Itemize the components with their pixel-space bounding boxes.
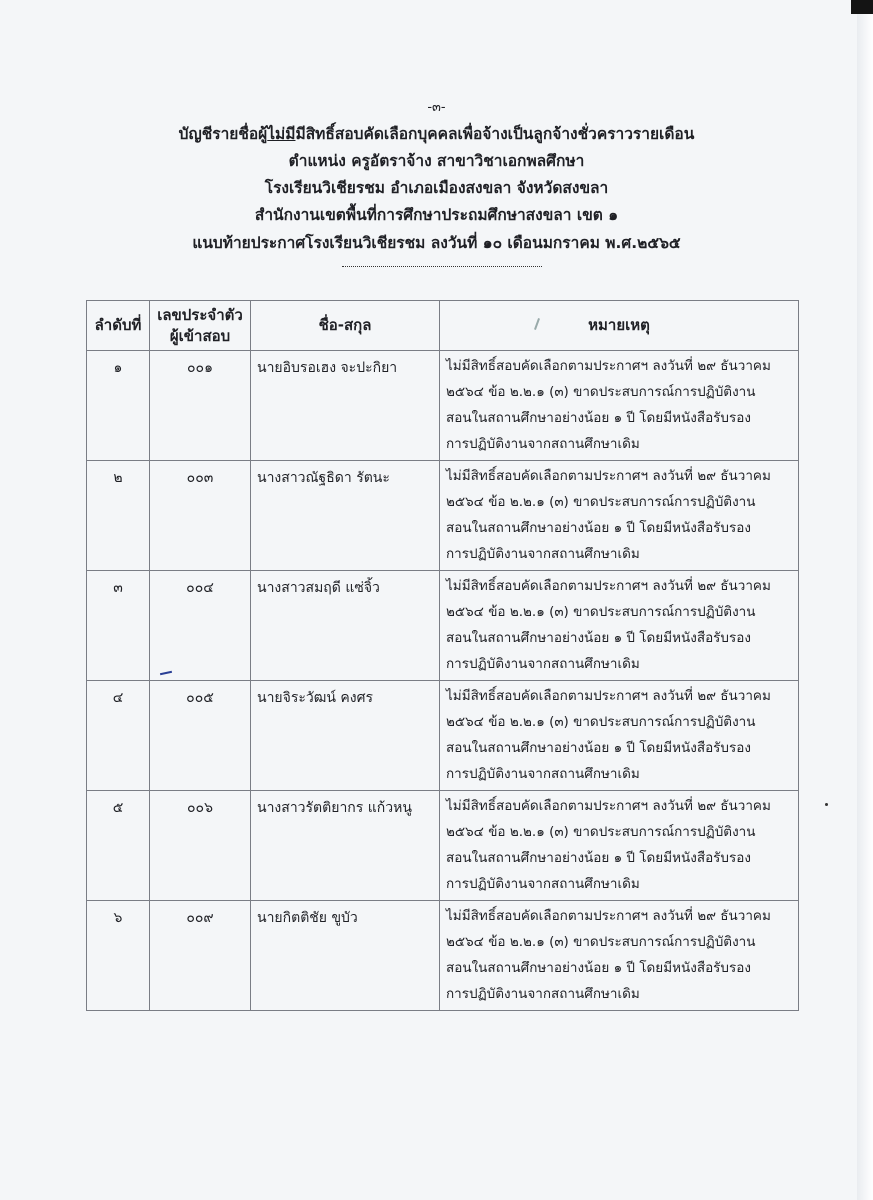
header-id-line1: เลขประจำตัว: [157, 305, 243, 324]
remark-line: สอนในสถานศึกษาอย่างน้อย ๑ ปี โดยมีหนังสือรับรอง: [446, 740, 751, 756]
remark-line: ไม่มีสิทธิ์สอบคัดเลือกตามประกาศฯ ลงวันที่ ๒๙ ธันวาคม: [446, 798, 771, 814]
row-name: นายอิบรอเฮง จะปะกิยา: [251, 351, 440, 461]
remark-line: ไม่มีสิทธิ์สอบคัดเลือกตามประกาศฯ ลงวันที่ ๒๙ ธันวาคม: [446, 468, 771, 484]
school-line: โรงเรียนวิเชียรชม อำเภอเมืองสงขลา จังหวัดสงขลา: [264, 179, 609, 197]
remark-line: สอนในสถานศึกษาอย่างน้อย ๑ ปี โดยมีหนังสือรับรอง: [446, 410, 751, 426]
table-row: [87, 901, 799, 1011]
row-name: นางสาวรัตติยากร แก้วหนู: [251, 791, 440, 901]
scan-dot: [825, 803, 828, 806]
row-exam-id: ๐๐๑: [150, 351, 251, 461]
row-exam-id: ๐๐๙: [150, 901, 251, 1011]
row-remark: [440, 681, 799, 791]
row-remark: [440, 351, 799, 461]
header-order: ลำดับที่: [87, 301, 150, 351]
row-order: ๕: [87, 791, 150, 901]
row-remark: [440, 901, 799, 1011]
row-exam-id: ๐๐๓: [150, 461, 251, 571]
title-part-2: มีสิทธิ์สอบคัดเลือกบุคคลเพื่อจ้างเป็นลูกจ้างชั่วคราวรายเดือน: [295, 125, 695, 143]
remark-line: สอนในสถานศึกษาอย่างน้อย ๑ ปี โดยมีหนังสือรับรอง: [446, 630, 751, 646]
remark-line: ๒๕๖๔ ข้อ ๒.๒.๑ (๓) ขาดประสบการณ์การปฏิบัติงาน: [446, 384, 756, 400]
remark-line: การปฏิบัติงานจากสถานศึกษาเดิม: [446, 436, 640, 452]
announcement-line: แนบท้ายประกาศโรงเรียนวิเชียรชม ลงวันที่ ๑๐ เดือนมกราคม พ.ศ.๒๕๖๕: [192, 234, 681, 252]
remark-line: ไม่มีสิทธิ์สอบคัดเลือกตามประกาศฯ ลงวันที่ ๒๙ ธันวาคม: [446, 908, 771, 924]
row-remark: [440, 571, 799, 681]
remark-line: ๒๕๖๔ ข้อ ๒.๒.๑ (๓) ขาดประสบการณ์การปฏิบัติงาน: [446, 934, 756, 950]
remark-line: ไม่มีสิทธิ์สอบคัดเลือกตามประกาศฯ ลงวันที่ ๒๙ ธันวาคม: [446, 358, 771, 374]
remark-line: ๒๕๖๔ ข้อ ๒.๒.๑ (๓) ขาดประสบการณ์การปฏิบัติงาน: [446, 714, 756, 730]
remark-line: ๒๕๖๔ ข้อ ๒.๒.๑ (๓) ขาดประสบการณ์การปฏิบัติงาน: [446, 604, 756, 620]
row-exam-id: ๐๐๖: [150, 791, 251, 901]
table-row: [87, 681, 799, 791]
row-name: นายจิระวัฒน์ คงศร: [251, 681, 440, 791]
table-row: [87, 461, 799, 571]
remark-line: สอนในสถานศึกษาอย่างน้อย ๑ ปี โดยมีหนังสือรับรอง: [446, 960, 751, 976]
row-order: ๑: [87, 351, 150, 461]
row-order: ๓: [87, 571, 150, 681]
table-row: [87, 791, 799, 901]
remark-line: ไม่มีสิทธิ์สอบคัดเลือกตามประกาศฯ ลงวันที่ ๒๙ ธันวาคม: [446, 578, 771, 594]
row-name: นางสาวสมฤดี แซ่จิ้ว: [251, 571, 440, 681]
table-row: [87, 351, 799, 461]
row-name: นายกิตติชัย ขูบัว: [251, 901, 440, 1011]
title-part-1: บัญชีรายชื่อผู้: [178, 125, 268, 143]
table-body: [87, 351, 799, 1011]
header-exam-id: [150, 301, 251, 351]
row-order: ๖: [87, 901, 150, 1011]
position-line: ตำแหน่ง ครูอัตราจ้าง สาขาวิชาเอกพลศึกษา: [288, 152, 585, 170]
remark-line: สอนในสถานศึกษาอย่างน้อย ๑ ปี โดยมีหนังสือรับรอง: [446, 850, 751, 866]
table-header-row: [87, 301, 799, 351]
table-row: [87, 571, 799, 681]
remark-line: การปฏิบัติงานจากสถานศึกษาเดิม: [446, 546, 640, 562]
header-name: ชื่อ-สกุล: [251, 301, 440, 351]
remark-line: ๒๕๖๔ ข้อ ๒.๒.๑ (๓) ขาดประสบการณ์การปฏิบัติงาน: [446, 824, 756, 840]
remark-line: สอนในสถานศึกษาอย่างน้อย ๑ ปี โดยมีหนังสือรับรอง: [446, 520, 751, 536]
row-name: นางสาวณัฐธิดา รัตนะ: [251, 461, 440, 571]
title-underlined: ไม่มี: [267, 125, 296, 143]
header-remark: หมายเหตุ: [440, 301, 799, 351]
scan-corner-shadow: [851, 0, 873, 14]
remark-line: การปฏิบัติงานจากสถานศึกษาเดิม: [446, 766, 640, 782]
district-office-line: สำนักงานเขตพื้นที่การศึกษาประถมศึกษาสงขลา เขต ๑: [254, 206, 619, 224]
row-exam-id: ๐๐๔: [150, 571, 251, 681]
page-number: -๓-: [427, 100, 446, 115]
remark-line: ๒๕๖๔ ข้อ ๒.๒.๑ (๓) ขาดประสบการณ์การปฏิบัติงาน: [446, 494, 756, 510]
remark-line: ไม่มีสิทธิ์สอบคัดเลือกตามประกาศฯ ลงวันที่ ๒๙ ธันวาคม: [446, 688, 771, 704]
row-remark: [440, 791, 799, 901]
dotted-separator: [342, 266, 542, 267]
remark-line: การปฏิบัติงานจากสถานศึกษาเดิม: [446, 876, 640, 892]
row-remark: [440, 461, 799, 571]
remark-line: การปฏิบัติงานจากสถานศึกษาเดิม: [446, 986, 640, 1002]
header-id-line2: ผู้เข้าสอบ: [169, 326, 231, 345]
remark-line: การปฏิบัติงานจากสถานศึกษาเดิม: [446, 656, 640, 672]
document-title: [0, 121, 873, 146]
row-exam-id: ๐๐๕: [150, 681, 251, 791]
row-order: ๔: [87, 681, 150, 791]
candidate-table: [86, 300, 799, 1011]
row-order: ๒: [87, 461, 150, 571]
